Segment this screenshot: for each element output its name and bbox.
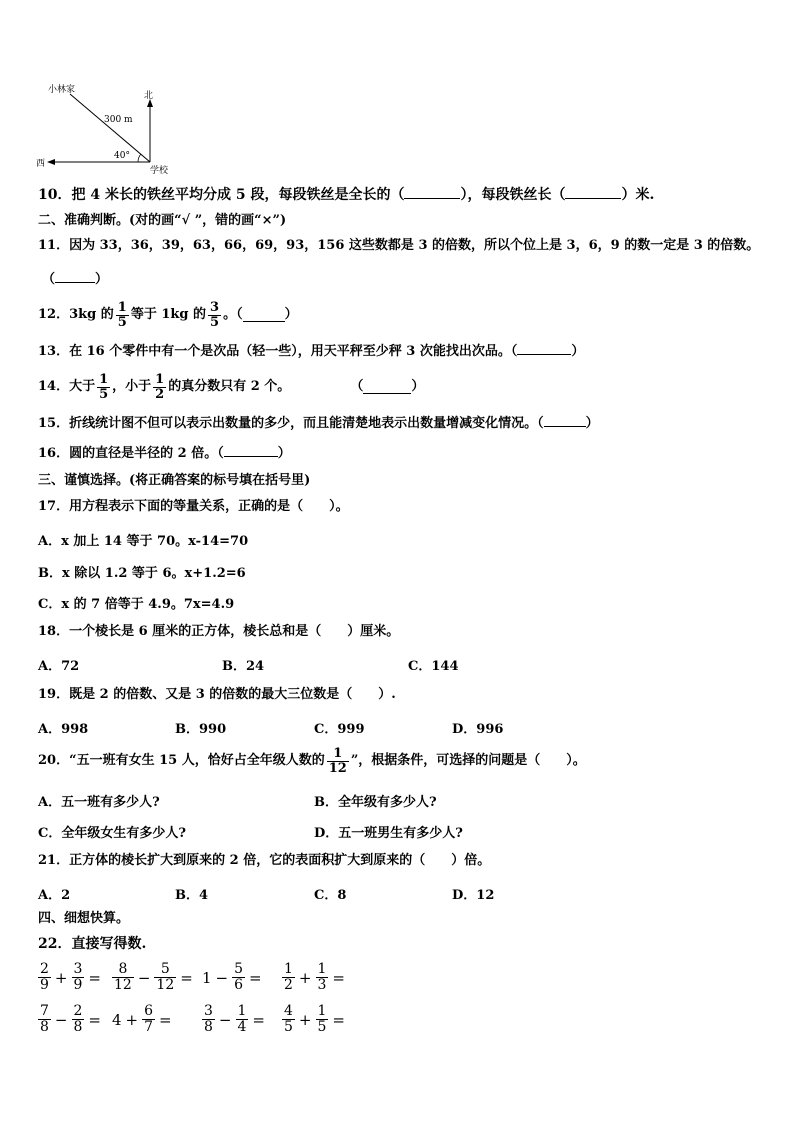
angle-label: 40° [114, 151, 130, 161]
question-17: 17．用方程表示下面的等量关系，正确的是（ ）。 [38, 499, 349, 514]
calc-item: 4 + $\frac{6}{7}$ = [112, 1003, 172, 1035]
answer-blank[interactable] [544, 414, 586, 427]
question-13: 13．在 16 个零件中有一个是次品（轻一些），用天平秤至少秤 3 次能找出次品。（ ） [38, 344, 585, 359]
section-3-heading: 三、谨慎选择。(将正确答案的标号填在括号里) [38, 473, 311, 488]
angle-arc [138, 154, 141, 162]
option-b[interactable]: B．4 [175, 888, 209, 903]
west-label: 西 [36, 159, 46, 169]
question-15: 15．折线统计图不但可以表示出数量的多少，而且能清楚地表示出数量增减变化情况。（ ） [38, 416, 599, 431]
option-b[interactable]: B．990 [175, 722, 227, 737]
question-10: 10．把 4 米长的铁丝平均分成 5 段，每段铁丝是全长的（ ），每段铁丝长（ ）米. [38, 187, 655, 203]
answer-blank[interactable] [517, 342, 571, 355]
question-19: 19．既是 2 的倍数、又是 3 的倍数的最大三位数是（ ）. [38, 687, 396, 702]
fraction: $\frac{3}{5}$ [210, 299, 220, 330]
calc-item: $\frac{4}{5}$ + $\frac{1}{5}$ = [284, 1003, 345, 1035]
answer-blank[interactable] [363, 381, 411, 394]
calc-item: 1 − $\frac{5}{6}$ = [202, 961, 262, 993]
option-b[interactable]: B．24 [222, 659, 265, 674]
question-18: 18．一个棱长是 6 厘米的正方体，棱长总和是（ ）厘米。 [38, 624, 400, 639]
home-label: 小林家 [48, 85, 76, 95]
north-label: 北 [144, 91, 154, 101]
option-c[interactable]: C．x 的 7 倍等于 4.9。7x=4.9 [38, 597, 235, 612]
option-c[interactable]: C．8 [314, 888, 347, 903]
question-21: 21．正方体的棱长扩大到原来的 2 倍，它的表面积扩大到原来的（ ）倍。 [38, 853, 491, 868]
direction-diagram [30, 80, 190, 180]
option-b[interactable]: B．全年级有多少人? [314, 795, 437, 810]
option-d[interactable]: D．996 [452, 722, 504, 737]
option-c[interactable]: C．全年级女生有多少人? [38, 826, 186, 841]
calc-item: $\frac{1}{2}$ + $\frac{1}{3}$ = [284, 961, 345, 993]
option-b[interactable]: B．x 除以 1.2 等于 6。x+1.2=6 [38, 566, 246, 581]
distance-label: 300 m [104, 115, 133, 125]
option-a[interactable]: A．2 [38, 888, 71, 903]
question-12: 12．3kg 的 $\frac{1}{5}$ 等于 1kg 的 $\frac{3}{5}$ 。（ ） [38, 299, 298, 330]
calc-item: $\frac{2}{9}$ + $\frac{3}{9}$ = [40, 961, 101, 993]
question-11-answer: （ ） [42, 272, 109, 287]
question-11: 11．因为 33，36，39，63，66，69，93，156 这些数都是 3 的倍数，所以个位上是 3，6，9 的数一定是 3 的倍数。 [38, 238, 760, 253]
option-a[interactable]: A．x 加上 14 等于 70。x-14=70 [38, 534, 249, 549]
answer-blank[interactable] [55, 270, 95, 283]
option-a[interactable]: A．998 [38, 722, 89, 737]
option-c[interactable]: C．144 [408, 659, 459, 674]
option-a[interactable]: A．72 [38, 659, 80, 674]
question-20: 20．“五一班有女生 15 人，恰好占全年级人数的 $\frac{1}{12}$ ”，根据条件，可选择的问题是（ ）。 [38, 745, 586, 776]
question-14: 14．大于 $\frac{1}{5}$ ，小于 $\frac{1}{2}$ 的真分数只有 2 个。 （ ） [38, 371, 425, 402]
answer-blank[interactable] [243, 309, 285, 322]
calc-item: $\frac{8}{12}$ − $\frac{5}{12}$ = [114, 961, 193, 993]
option-c[interactable]: C．999 [314, 722, 365, 737]
question-22: 22．直接写得数. [38, 936, 147, 952]
fraction: $\frac{1}{5}$ [99, 371, 109, 402]
fraction: $\frac{1}{2}$ [155, 371, 165, 402]
school-label: 学校 [150, 166, 169, 176]
answer-blank[interactable] [565, 186, 621, 199]
fraction: $\frac{1}{12}$ [328, 745, 347, 776]
option-a[interactable]: A．五一班有多少人? [38, 795, 160, 810]
option-d[interactable]: D．12 [452, 888, 495, 903]
option-d[interactable]: D．五一班男生有多少人? [314, 826, 463, 841]
answer-blank[interactable] [224, 444, 278, 457]
question-16: 16．圆的直径是半径的 2 倍。（ ） [38, 446, 291, 461]
calc-item: $\frac{3}{8}$ − $\frac{1}{4}$ = [204, 1003, 265, 1035]
path-line [70, 94, 150, 162]
calc-item: $\frac{7}{8}$ − $\frac{2}{8}$ = [40, 1003, 101, 1035]
section-4-heading: 四、细想快算。 [38, 911, 130, 926]
fraction: $\frac{1}{5}$ [117, 299, 127, 330]
section-2-heading: 二、准确判断。(对的画“√ ”，错的画“×”) [38, 213, 287, 228]
answer-blank[interactable] [404, 186, 460, 199]
